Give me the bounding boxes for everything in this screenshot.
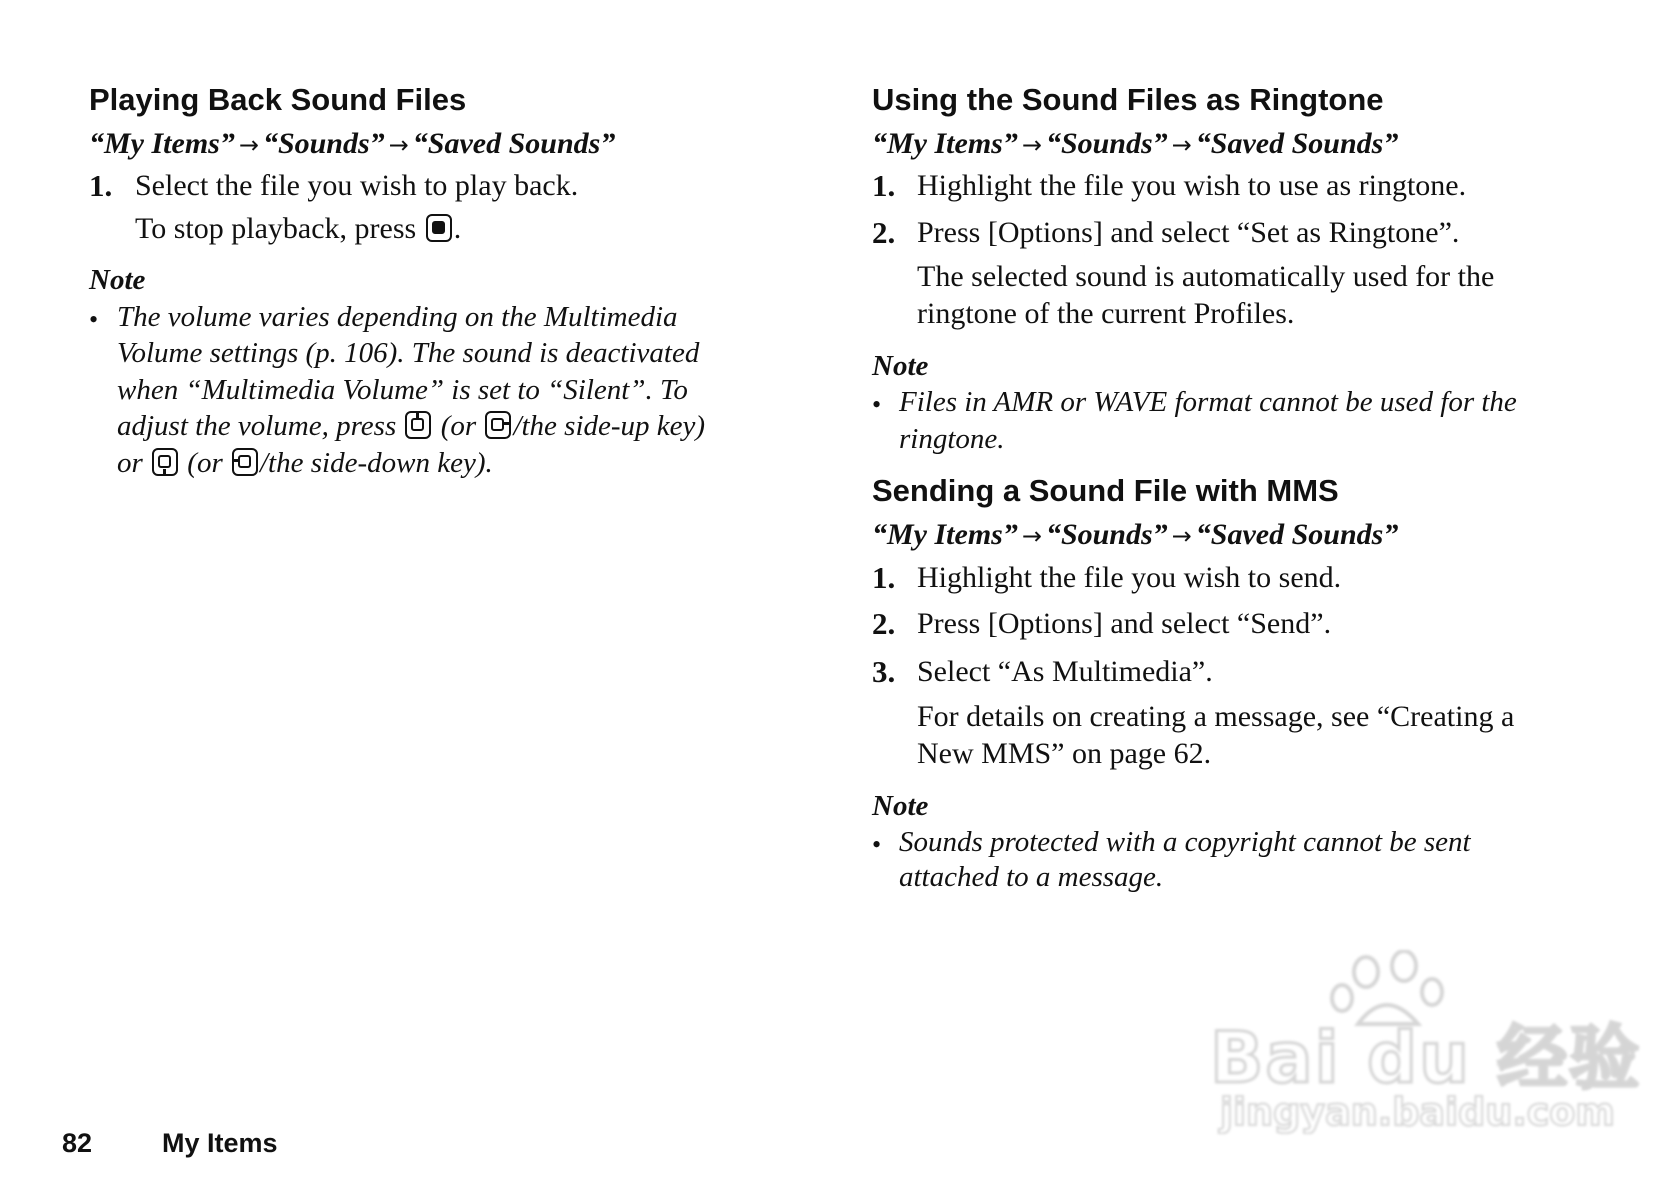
period: . xyxy=(453,212,462,245)
step-subtext: New MMS” on page 62. xyxy=(917,737,1212,770)
step-text: Press [Options] and select “Set as Ringtone”. xyxy=(917,216,1460,249)
step-subtext xyxy=(135,212,461,246)
step-text: Highlight the file you wish to send. xyxy=(917,561,1342,594)
note-line xyxy=(117,447,493,480)
step-number: 3. xyxy=(872,654,896,689)
stop-key-icon xyxy=(426,214,452,242)
watermark-brand: Bai du 经验 xyxy=(1210,1017,1642,1099)
note-line: Volume settings (p. 106). The sound is deactivated xyxy=(117,337,700,369)
note-heading: Note xyxy=(872,350,929,382)
path-my-items: “My Items” xyxy=(872,127,1018,160)
path-saved-sounds: “Saved Sounds” xyxy=(1195,518,1399,551)
bullet-icon: • xyxy=(872,390,882,419)
path-sounds: “Sounds” xyxy=(262,127,385,160)
note-text: adjust the volume, press xyxy=(117,410,397,442)
arrow-right-icon: → xyxy=(1021,522,1042,550)
note-line: attached to a message. xyxy=(899,861,1164,893)
menu-path xyxy=(872,518,1398,552)
path-saved-sounds: “Saved Sounds” xyxy=(1195,127,1399,160)
note-text: or xyxy=(117,447,143,479)
step-subtext: ringtone of the current Profiles. xyxy=(917,297,1295,330)
step-text: Select “As Multimedia”. xyxy=(917,655,1213,688)
arrow-right-icon: → xyxy=(1021,131,1042,159)
path-sounds: “Sounds” xyxy=(1045,127,1168,160)
step-number: 2. xyxy=(872,215,896,250)
watermark-url: jingyan.baidu.com xyxy=(1220,1090,1615,1134)
note-text: (or xyxy=(187,447,223,479)
step-text: Press [Options] and select “Send”. xyxy=(917,607,1332,640)
stop-playback-text: To stop playback, press xyxy=(135,212,417,245)
side-up-key-icon xyxy=(485,411,511,439)
note-heading: Note xyxy=(89,264,146,296)
step-number: 1. xyxy=(872,168,896,203)
step-number: 1. xyxy=(872,560,896,595)
note-line: Files in AMR or WAVE format cannot be used for the xyxy=(899,386,1517,418)
note-line: The volume varies depending on the Multimedia xyxy=(117,301,678,333)
section-heading-mms: Sending a Sound File with MMS xyxy=(872,473,1339,508)
note-line: when “Multimedia Volume” is set to “Silent”. To xyxy=(117,374,688,406)
section-heading-ringtone: Using the Sound Files as Ringtone xyxy=(872,82,1384,117)
step-subtext: For details on creating a message, see “Creating a xyxy=(917,700,1515,733)
volume-up-key-icon xyxy=(405,411,431,439)
step-subtext: The selected sound is automatically used for the xyxy=(917,260,1495,293)
note-line xyxy=(117,410,705,443)
volume-down-key-icon xyxy=(152,448,178,476)
page-number: 82 xyxy=(62,1128,93,1158)
section-heading-playing-back: Playing Back Sound Files xyxy=(89,82,467,117)
step-text: Select the file you wish to play back. xyxy=(135,169,579,202)
path-saved-sounds: “Saved Sounds” xyxy=(412,127,616,160)
baidu-watermark xyxy=(1200,950,1642,1150)
note-text: /the side-up key) xyxy=(513,410,706,442)
path-my-items: “My Items” xyxy=(872,518,1018,551)
note-text: /the side-down key). xyxy=(260,447,493,479)
note-line: Sounds protected with a copyright cannot be sent xyxy=(899,826,1471,858)
menu-path xyxy=(872,127,1398,161)
note-heading: Note xyxy=(872,790,929,822)
note-text: (or xyxy=(440,410,477,442)
arrow-right-icon: → xyxy=(1171,131,1192,159)
step-number: 2. xyxy=(872,606,896,641)
note-line: ringtone. xyxy=(899,423,1005,455)
menu-path xyxy=(89,127,615,161)
arrow-right-icon: → xyxy=(238,131,259,159)
path-sounds: “Sounds” xyxy=(1045,518,1168,551)
footer-section-title: My Items xyxy=(162,1128,278,1158)
step-number: 1. xyxy=(89,168,113,203)
bullet-icon: • xyxy=(89,305,99,334)
step-text: Highlight the file you wish to use as ringtone. xyxy=(917,169,1467,202)
arrow-right-icon: → xyxy=(1171,522,1192,550)
arrow-right-icon: → xyxy=(388,131,409,159)
bullet-icon: • xyxy=(872,830,882,859)
side-down-key-icon xyxy=(232,448,258,476)
path-my-items: “My Items” xyxy=(89,127,235,160)
